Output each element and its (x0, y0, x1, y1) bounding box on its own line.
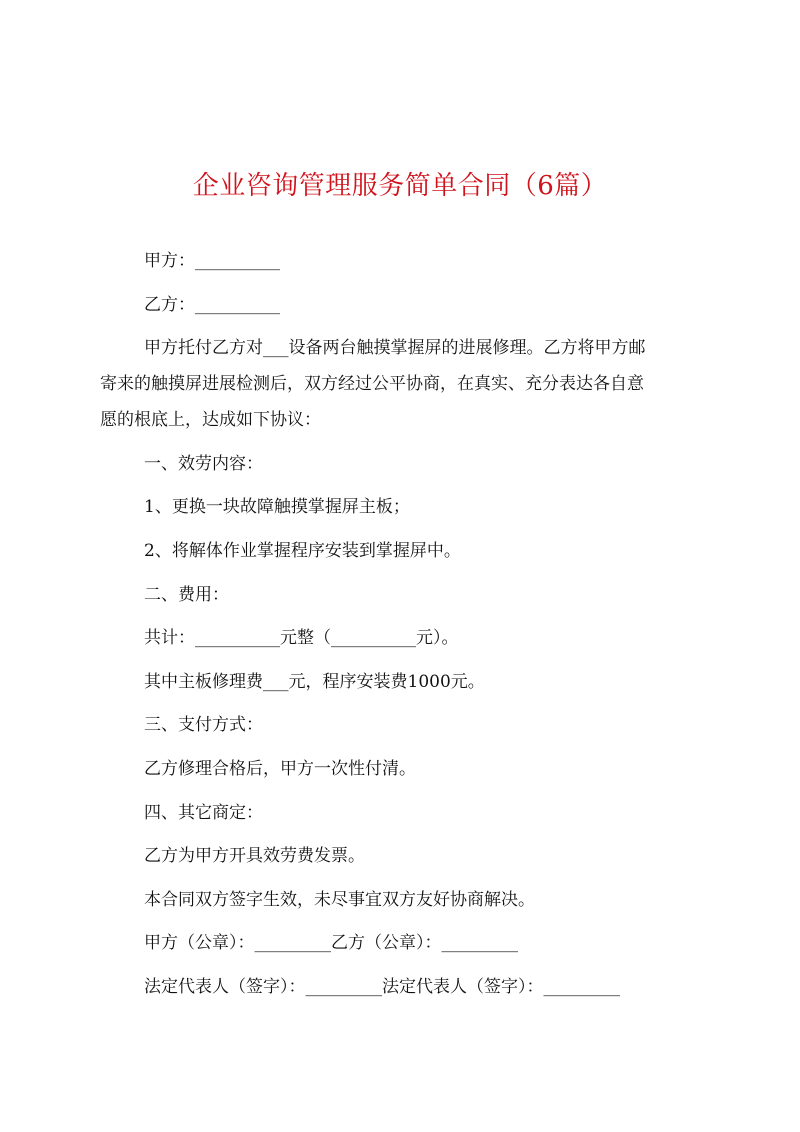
service-item-1: 1、更换一块故障触摸掌握屏主板； (144, 497, 410, 518)
fee-breakdown-line: 其中主板修理费___元，程序安装费1000元。 (144, 671, 485, 692)
party-b-line: 乙方：__________ (144, 294, 280, 315)
total-fee-line: 共计：__________元整（__________元）。 (144, 628, 459, 649)
intro-line-3: 愿的根底上，达成如下协议： (100, 410, 321, 431)
section-2-heading: 二、费用： (144, 584, 229, 605)
seal-line: 甲方（公章）：_________乙方（公章）：_________ (144, 933, 518, 954)
section-4-heading: 四、其它商定： (144, 802, 263, 823)
effective-clause: 本合同双方签字生效，未尽事宜双方友好协商解决。 (144, 889, 535, 910)
document-title: 企业咨询管理服务简单合同（6篇） (192, 171, 608, 201)
intro-line-2: 寄来的触摸屏进展检测后，双方经过公平协商，在真实、充分表达各自意 (100, 374, 644, 395)
signature-line: 法定代表人（签字）：_________法定代表人（签字）：_________ (144, 976, 620, 997)
service-item-2: 2、将解体作业掌握程序安装到掌握屏中。 (144, 540, 461, 561)
payment-line: 乙方修理合格后，甲方一次性付清。 (144, 758, 416, 779)
section-1-heading: 一、效劳内容： (144, 453, 263, 474)
intro-line-1: 甲方托付乙方对___设备两台触摸掌握屏的进展修理。乙方将甲方邮 (144, 338, 646, 359)
section-3-heading: 三、支付方式： (144, 715, 263, 736)
party-a-line: 甲方：__________ (144, 251, 280, 271)
intro-paragraph (100, 330, 700, 438)
contract-body (100, 243, 700, 1013)
invoice-line: 乙方为甲方开具效劳费发票。 (144, 846, 365, 867)
